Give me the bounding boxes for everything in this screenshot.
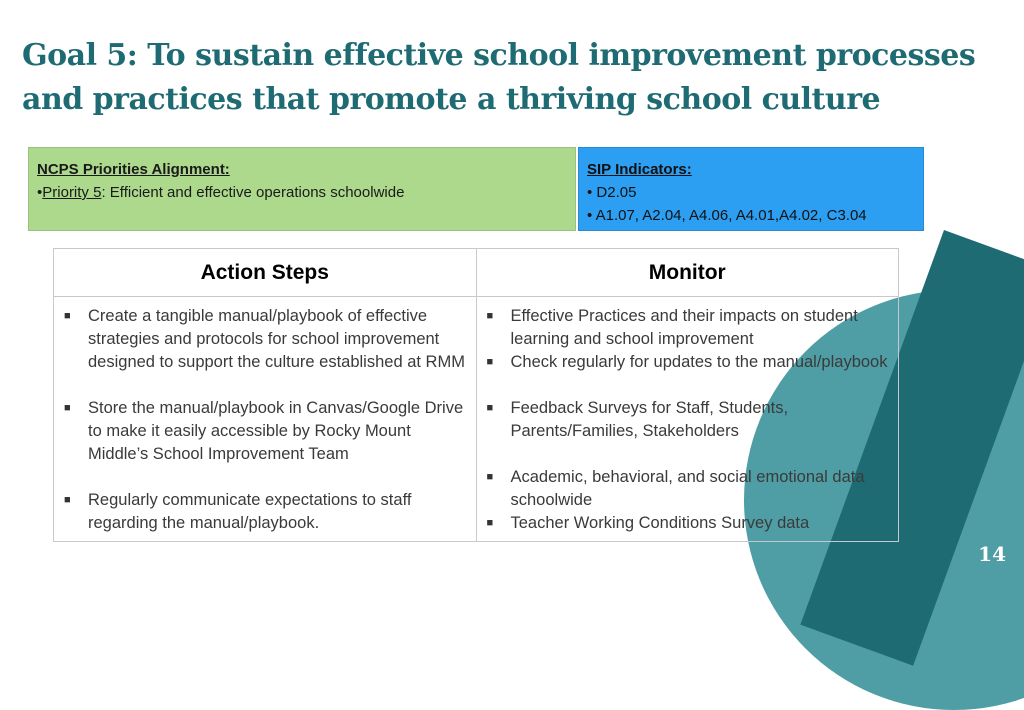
monitor-text: Teacher Working Conditions Survey data [510, 514, 810, 532]
monitor-text: Effective Practices and their impacts on student learning and school improvement [510, 307, 858, 348]
bullet-icon: ■ [486, 310, 494, 322]
monitor-text: Check regularly for updates to the manual/playbook [510, 353, 888, 371]
monitor-cell [476, 297, 899, 542]
page-title [22, 34, 1012, 122]
sip-heading: SIP Indicators: [587, 161, 692, 178]
list-item [62, 305, 466, 374]
alignment-heading: NCPS Priorities Alignment: [37, 161, 230, 178]
list-item [485, 466, 889, 512]
sip-indicators-box [578, 147, 924, 231]
alignment-bullet: • [37, 184, 43, 201]
list-item [485, 305, 889, 351]
action-step-text: Regularly communicate expectations to staff regarding the manual/playbook. [88, 491, 412, 532]
action-step-text: Store the manual/playbook in Canvas/Google Drive to make it easily accessible by Rocky Mount Middle’s School Improvement Team [88, 399, 464, 463]
page-number: 14 [978, 542, 1006, 566]
sip-item: • A1.07, A2.04, A4.06, A4.01,A4.02, C3.04 [587, 207, 867, 224]
priority-text: : Efficient and effective operations schoolwide [101, 184, 405, 201]
table-row [54, 297, 899, 542]
action-step-text: Create a tangible manual/playbook of effective strategies and protocols for school improvement designed to support the culture established at RMM [88, 307, 465, 371]
list-item [485, 397, 889, 443]
priority-link[interactable]: Priority 5 [42, 184, 102, 201]
title-line-1: Goal 5: To sustain effective school improvement processes [22, 38, 976, 73]
title-line-2: and practices that promote a thriving school culture [22, 82, 881, 117]
priorities-alignment-box [28, 147, 576, 231]
header-action-steps: Action Steps [54, 249, 477, 297]
bullet-icon: ■ [486, 402, 494, 414]
action-steps-cell [54, 297, 477, 542]
bullet-icon: ■ [64, 494, 71, 506]
bullet-icon: ■ [64, 310, 71, 322]
list-item [62, 489, 466, 535]
list-item [62, 397, 466, 466]
monitor-text: Feedback Surveys for Staff, Students, Parents/Families, Stakeholders [510, 399, 789, 440]
bullet-icon: ■ [64, 402, 71, 414]
bullet-icon: ■ [486, 517, 494, 529]
sip-item: • D2.05 [587, 184, 637, 201]
bullet-icon: ■ [486, 356, 494, 368]
list-item [485, 512, 889, 535]
bullet-icon: ■ [486, 471, 494, 483]
monitor-text: Academic, behavioral, and social emotional data schoolwide [510, 468, 865, 509]
header-monitor: Monitor [476, 249, 899, 297]
action-monitor-table [53, 248, 899, 542]
list-item [485, 351, 889, 374]
